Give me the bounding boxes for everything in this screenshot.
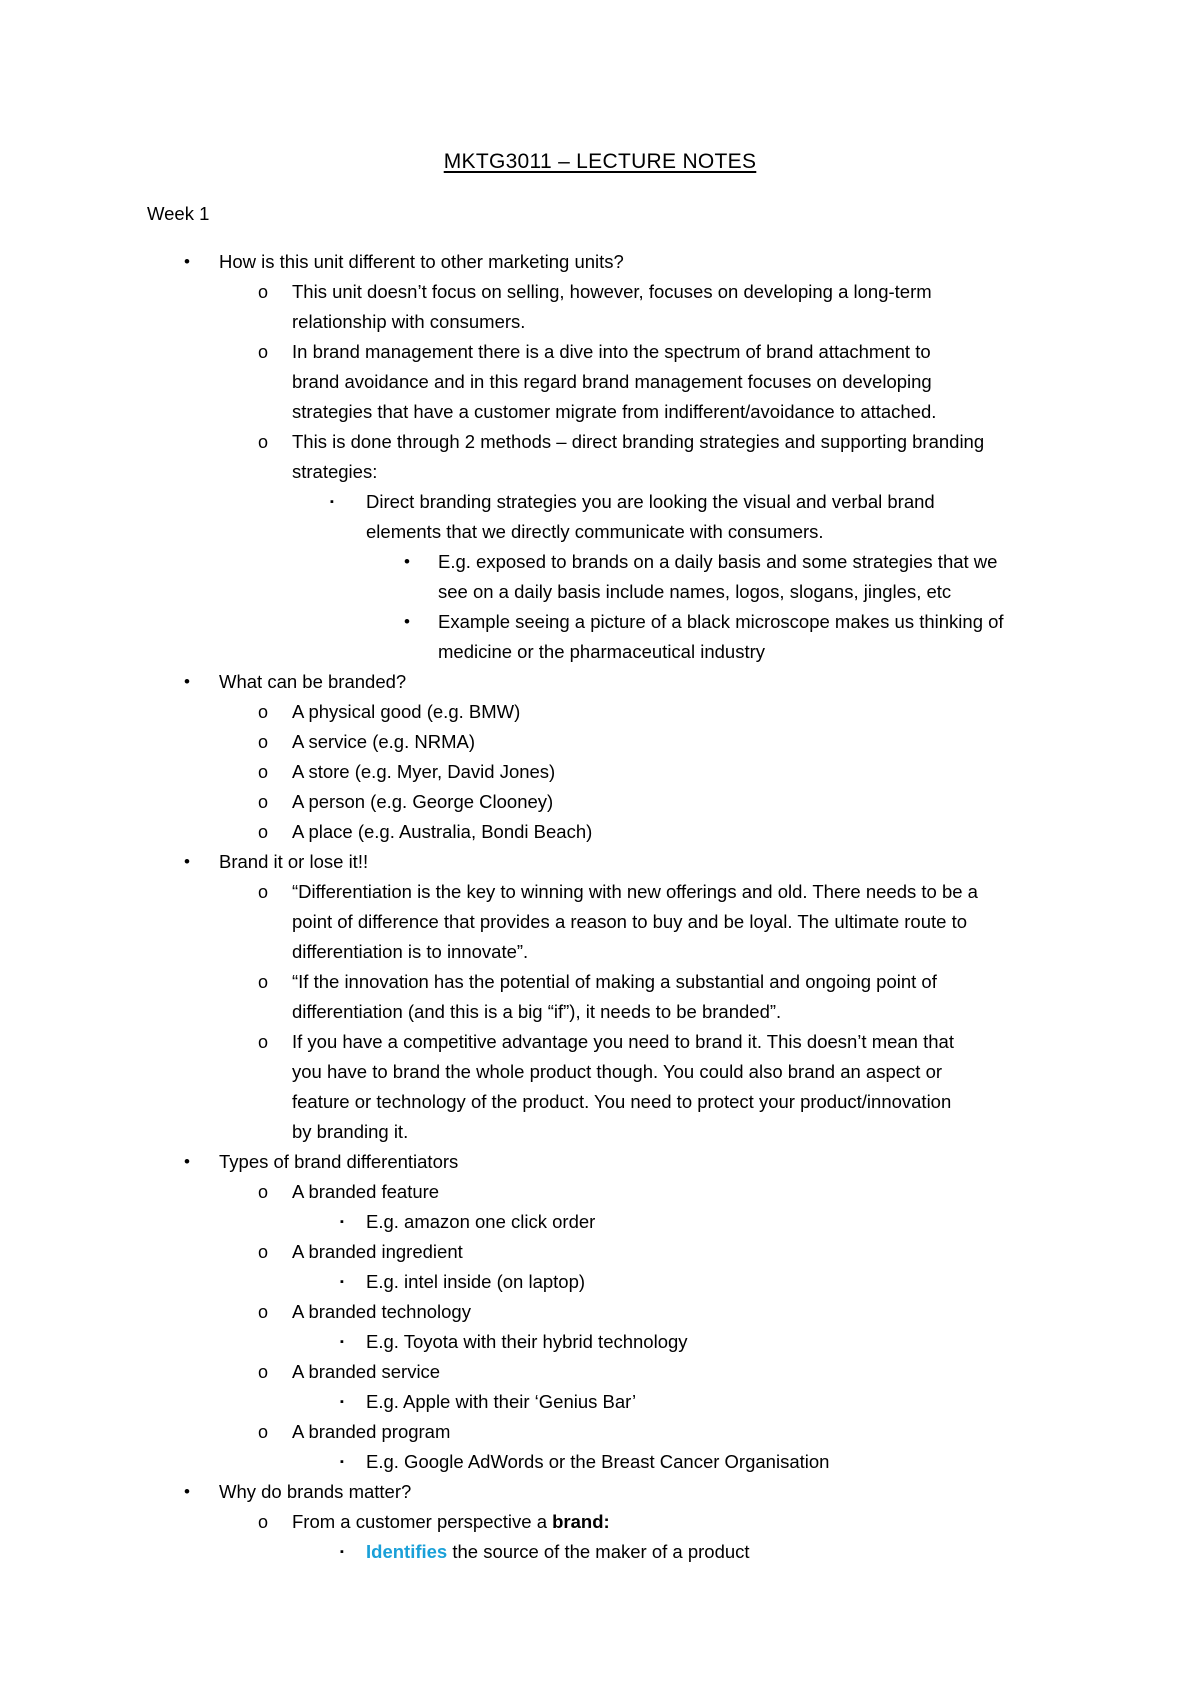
bullet-l3: ▪	[330, 496, 334, 508]
bullet-l2: o	[258, 792, 269, 812]
bullet-l2: o	[258, 822, 269, 842]
bullet-l2: o	[258, 702, 269, 722]
list-item: Types of brand differentiators	[219, 1151, 459, 1172]
list-item-continuation: relationship with consumers.	[292, 311, 526, 332]
list-item: E.g. Google AdWords or the Breast Cancer Organisation	[366, 1451, 830, 1472]
list-item: A branded program	[292, 1421, 451, 1442]
bullet-l2: o	[258, 1512, 269, 1532]
list-item: Why do brands matter?	[219, 1481, 412, 1502]
bullet-l2: o	[258, 282, 269, 302]
bullet-l2: o	[258, 972, 269, 992]
list-item: Brand it or lose it!!	[219, 851, 369, 872]
list-item: A branded technology	[292, 1301, 471, 1322]
list-item: Direct branding strategies you are looking the visual and verbal brand	[366, 491, 935, 512]
bullet-l2: o	[258, 1182, 269, 1202]
list-item: E.g. amazon one click order	[366, 1211, 596, 1232]
bullet-l3: ▪	[340, 1336, 344, 1348]
list-item: A store (e.g. Myer, David Jones)	[292, 761, 556, 782]
list-item: “If the innovation has the potential of making a substantial and ongoing point of	[292, 971, 937, 992]
bullet-l2: o	[258, 1242, 269, 1262]
list-item-continuation: see on a daily basis include names, logos, slogans, jingles, etc	[438, 581, 952, 602]
list-item: A service (e.g. NRMA)	[292, 731, 475, 752]
list-item: In brand management there is a dive into the spectrum of brand attachment to	[292, 341, 931, 362]
week-heading: Week 1	[147, 203, 210, 224]
bullet-l1: •	[184, 252, 190, 271]
bullet-l3: ▪	[340, 1546, 344, 1558]
list-item: A branded ingredient	[292, 1241, 463, 1262]
bullet-l2: o	[258, 762, 269, 782]
list-item: E.g. Toyota with their hybrid technology	[366, 1331, 688, 1352]
list-item: “Differentiation is the key to winning with new offerings and old. There needs to be a	[292, 881, 978, 902]
bullet-l2: o	[258, 342, 269, 362]
bullet-l2: o	[258, 1302, 269, 1322]
bullet-l2: o	[258, 1032, 269, 1052]
list-item-continuation: elements that we directly communicate with consumers.	[366, 521, 824, 542]
list-item-continuation: brand avoidance and in this regard brand management focuses on developing	[292, 371, 932, 392]
bullet-l2: o	[258, 1362, 269, 1382]
list-item: What can be branded?	[219, 671, 407, 692]
text-run: From a customer perspective a	[292, 1511, 553, 1532]
list-item: How is this unit different to other marketing units?	[219, 251, 624, 272]
bullet-l1: •	[184, 852, 190, 871]
list-item: E.g. Apple with their ‘Genius Bar’	[366, 1391, 637, 1412]
list-item	[292, 1510, 610, 1534]
bullet-l3: ▪	[340, 1216, 344, 1228]
list-item-continuation: by branding it.	[292, 1121, 409, 1142]
list-item: E.g. exposed to brands on a daily basis and some strategies that we	[438, 551, 998, 572]
list-item: A place (e.g. Australia, Bondi Beach)	[292, 821, 593, 842]
list-item: This is done through 2 methods – direct branding strategies and supporting branding	[292, 431, 985, 452]
list-item-continuation: differentiation is to innovate”.	[292, 941, 529, 962]
bullet-l3: ▪	[340, 1276, 344, 1288]
list-item-continuation: strategies that have a customer migrate from indifferent/avoidance to attached.	[292, 401, 937, 422]
bullet-l2: o	[258, 432, 269, 452]
bullet-l2: o	[258, 882, 269, 902]
list-item: A branded service	[292, 1361, 441, 1382]
bullet-l3: ▪	[340, 1396, 344, 1408]
list-item: E.g. intel inside (on laptop)	[366, 1271, 586, 1292]
bullet-l4: •	[404, 552, 410, 571]
bullet-l2: o	[258, 732, 269, 752]
list-item	[366, 1540, 750, 1564]
highlighted-term-identifies: Identifies	[366, 1541, 448, 1562]
bullet-l1: •	[184, 672, 190, 691]
list-item: A physical good (e.g. BMW)	[292, 701, 521, 722]
list-item-continuation: medicine or the pharmaceutical industry	[438, 641, 765, 662]
bullet-l1: •	[184, 1482, 190, 1501]
list-item-continuation: strategies:	[292, 461, 378, 482]
list-item-continuation: differentiation (and this is a big “if”), it needs to be branded”.	[292, 1001, 782, 1022]
bullet-l2: o	[258, 1422, 269, 1442]
list-item-continuation: feature or technology of the product. You need to protect your product/innovation	[292, 1091, 952, 1112]
bold-term-brand: brand:	[552, 1511, 610, 1532]
list-item-continuation: point of difference that provides a reason to buy and be loyal. The ultimate route to	[292, 911, 967, 932]
list-item: Example seeing a picture of a black microscope makes us thinking of	[438, 611, 1004, 632]
bullet-l3: ▪	[340, 1456, 344, 1468]
bullet-l1: •	[184, 1152, 190, 1171]
document-title: MKTG3011 – LECTURE NOTES	[443, 150, 757, 173]
list-item: A person (e.g. George Clooney)	[292, 791, 554, 812]
list-item-continuation: you have to brand the whole product though. You could also brand an aspect or	[292, 1061, 943, 1082]
list-item: This unit doesn’t focus on selling, however, focuses on developing a long-term	[292, 281, 932, 302]
list-item: If you have a competitive advantage you need to brand it. This doesn’t mean that	[292, 1031, 954, 1052]
bullet-l4: •	[404, 612, 410, 631]
text-run: the source of the maker of a product	[447, 1541, 750, 1562]
list-item: A branded feature	[292, 1181, 440, 1202]
